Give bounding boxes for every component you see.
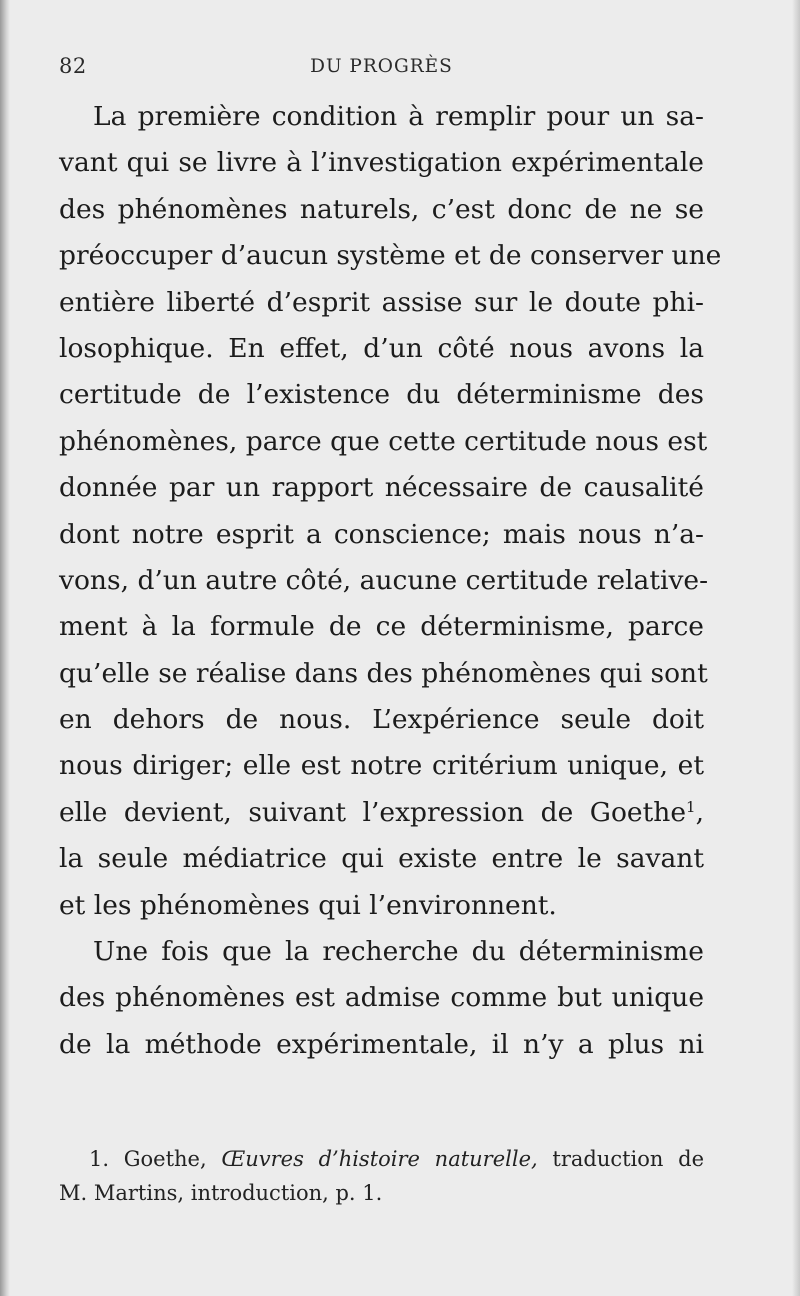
text-line: nous diriger; elle est notre critérium unique, et xyxy=(59,750,704,782)
text-line: de la méthode expérimentale, il n’y a plus ni xyxy=(59,1028,704,1060)
body-text xyxy=(59,94,722,1068)
text-line: vons, d’un autre côté, aucune certitude relative- xyxy=(59,564,709,596)
footnote-line xyxy=(59,1142,704,1176)
text-line: certitude de l’existence du déterminisme des xyxy=(59,379,704,411)
text-line: vant qui se livre à l’investigation expérimentale xyxy=(59,147,704,179)
text-line: entière liberté d’esprit assise sur le doute phi- xyxy=(59,286,704,318)
text-line: en dehors de nous. L’expérience seule doit xyxy=(59,704,704,736)
text-line: qu’elle se réalise dans des phénomènes qui sont xyxy=(59,657,708,689)
running-title: DU PROGRÈS xyxy=(310,56,453,77)
text-line: ment à la formule de ce déterminisme, parce xyxy=(59,611,704,643)
footnote-author: Goethe, xyxy=(123,1147,207,1171)
text-line: la seule médiatrice qui existe entre le savant xyxy=(59,843,704,875)
text-segment: elle devient, suivant l’expression de Goethe xyxy=(59,796,687,828)
text-line: des phénomènes naturels, c’est donc de ne se xyxy=(59,193,704,225)
text-segment: , xyxy=(695,796,704,828)
text-line: dont notre esprit a conscience; mais nous n’a- xyxy=(59,518,704,550)
text-line: donnée par un rapport nécessaire de causalité xyxy=(59,472,704,504)
page-number: 82 xyxy=(59,54,87,78)
footnote-marker: 1. xyxy=(89,1147,110,1171)
footnote-line: M. Martins, introduction, p. 1. xyxy=(59,1181,383,1205)
text-line: losophique. En effet, d’un côté nous avons la xyxy=(59,332,704,364)
text-line: phénomènes, parce que cette certitude nous est xyxy=(59,425,708,457)
running-head xyxy=(59,54,704,84)
text-line: Une fois que la recherche du déterminisme xyxy=(93,936,704,968)
footnote-work-title: Œuvres d’histoire naturelle, xyxy=(221,1147,538,1171)
text-line: et les phénomènes qui l’environnent. xyxy=(59,889,557,921)
text-line-with-footnote-ref xyxy=(59,790,704,836)
footnote-reference[interactable]: 1 xyxy=(686,797,696,816)
footnotes xyxy=(59,1142,704,1210)
text-line: des phénomènes est admise comme but unique xyxy=(59,982,704,1014)
footnote-text: traduction de xyxy=(552,1147,704,1171)
text-line: préoccuper d’aucun système et de conserver une xyxy=(59,240,722,272)
text-line: La première condition à remplir pour un sa- xyxy=(93,101,704,132)
